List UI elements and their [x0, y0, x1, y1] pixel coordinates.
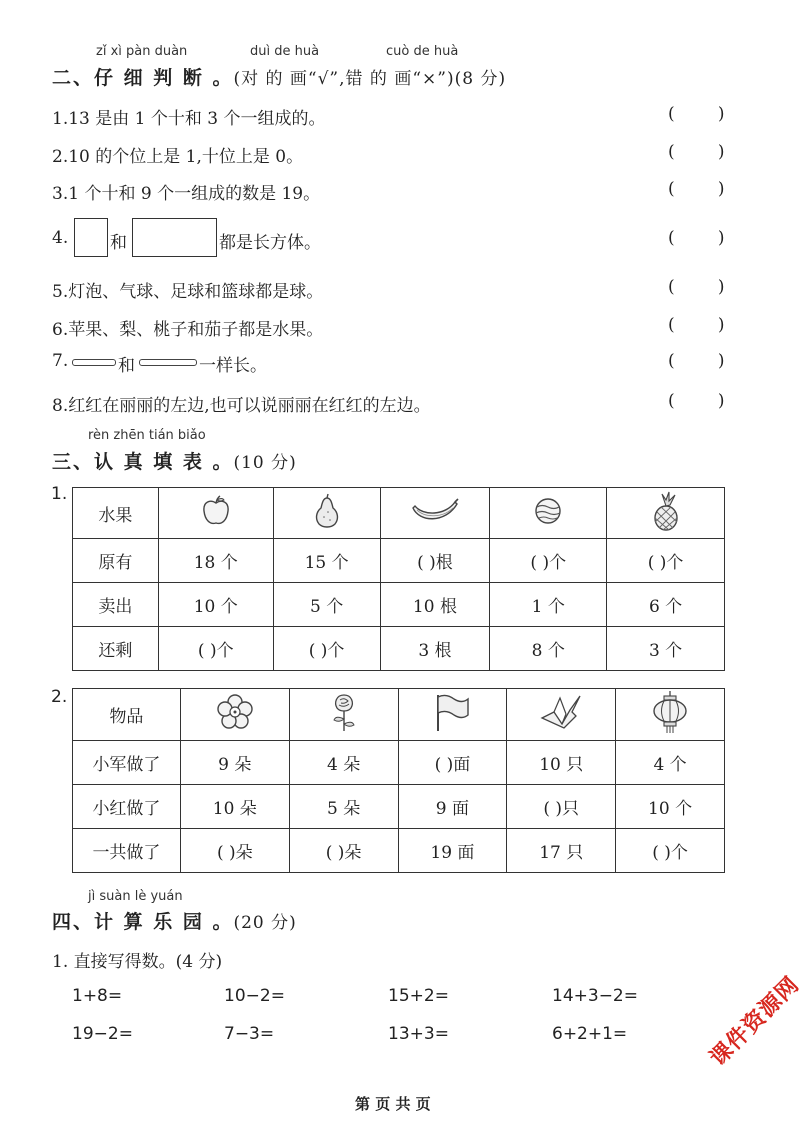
- section-4-heading: 四、计 算 乐 园 。: [52, 911, 234, 933]
- answer-cell[interactable]: ( )面: [398, 741, 507, 785]
- table-row: [73, 829, 725, 873]
- table-cell: 4 朵: [289, 741, 398, 785]
- table-cell: 5 个: [273, 583, 380, 627]
- table-cell: 15 个: [273, 539, 380, 583]
- flag-icon: [398, 689, 507, 741]
- item-text: 灯泡、气球、足球和篮球都是球。: [68, 282, 324, 302]
- item-text: 13 是由 1 个十和 3 个一组成的。: [68, 109, 326, 129]
- short-stick-shape: [72, 359, 116, 366]
- answer-paren-8[interactable]: ( ): [668, 391, 725, 411]
- judge-item-4-number: 4.: [52, 228, 69, 248]
- table-cell: 10 只: [507, 741, 616, 785]
- section-2-title: [52, 63, 506, 90]
- row-label: 还剩: [73, 627, 159, 671]
- table-row: [73, 488, 725, 539]
- table-cell: 10 个: [158, 583, 273, 627]
- item-number: 5.: [52, 282, 69, 302]
- answer-cell[interactable]: ( )个: [490, 539, 607, 583]
- answer-cell[interactable]: ( )个: [158, 627, 273, 671]
- lantern-icon: [616, 689, 725, 741]
- answer-paren-2[interactable]: ( ): [668, 142, 725, 162]
- row-label: 卖出: [73, 583, 159, 627]
- plum-flower-icon: [180, 689, 289, 741]
- section-2-heading: 二、仔 细 判 断 。: [52, 67, 234, 89]
- table-cell: 19 面: [398, 829, 507, 873]
- answer-paren-7[interactable]: ( ): [668, 351, 725, 371]
- pinyin-sec2-a: zǐ xì pàn duàn: [96, 44, 188, 59]
- table-cell: 17 只: [507, 829, 616, 873]
- item-text: 苹果、梨、桃子和茄子都是水果。: [68, 320, 324, 340]
- judge-item-1: [52, 104, 326, 129]
- row-label: 原有: [73, 539, 159, 583]
- section-4-note: (20 分): [233, 913, 297, 933]
- item-number: 2.: [52, 147, 69, 167]
- calc-item[interactable]: 13+3=: [388, 1024, 449, 1044]
- table-cell: 10 根: [380, 583, 490, 627]
- judge-item-7-text: 一样长。: [199, 356, 267, 376]
- item-text: 1 个十和 9 个一组成的数是 19。: [68, 184, 321, 204]
- judge-item-3: [52, 179, 320, 204]
- table-row: [73, 785, 725, 829]
- table-cell: 3 个: [607, 627, 725, 671]
- craft-table: [72, 688, 725, 873]
- table-cell: 8 个: [490, 627, 607, 671]
- pinyin-sec4: jì suàn lè yuán: [88, 889, 183, 904]
- calc-item[interactable]: 15+2=: [388, 986, 449, 1006]
- judge-item-4-and: 和: [110, 233, 127, 253]
- item-number: 8.: [52, 396, 69, 416]
- rose-icon: [289, 689, 398, 741]
- answer-cell[interactable]: ( )朵: [289, 829, 398, 873]
- answer-cell[interactable]: ( )个: [273, 627, 380, 671]
- pinyin-sec2-c: cuò de huà: [386, 44, 459, 59]
- table-cell: 9 面: [398, 785, 507, 829]
- table-header-cell: 水果: [73, 488, 159, 539]
- table-cell: 9 朵: [180, 741, 289, 785]
- table-row: [73, 539, 725, 583]
- answer-paren-4[interactable]: ( ): [668, 228, 725, 248]
- table-header-cell: 物品: [73, 689, 181, 741]
- answer-paren-6[interactable]: ( ): [668, 315, 725, 335]
- cuboid-shape: [132, 218, 217, 257]
- item-number: 1.: [52, 109, 69, 129]
- answer-paren-5[interactable]: ( ): [668, 277, 725, 297]
- answer-paren-3[interactable]: ( ): [668, 179, 725, 199]
- pear-icon: [273, 488, 380, 539]
- section-4-title: [52, 907, 297, 934]
- item-number: 6.: [52, 320, 69, 340]
- watermark: 课件资源网: [704, 971, 805, 1072]
- banana-icon: [380, 488, 490, 539]
- table-cell: 1 个: [490, 583, 607, 627]
- table-row: [73, 627, 725, 671]
- item-number: 3.: [52, 184, 69, 204]
- judge-item-7-number: 7.: [52, 351, 69, 371]
- table-1-number: 1.: [51, 484, 68, 504]
- table-row: [73, 689, 725, 741]
- table-2-number: 2.: [51, 687, 68, 707]
- answer-cell[interactable]: ( )个: [616, 829, 725, 873]
- calc-item[interactable]: 1+8=: [72, 986, 123, 1006]
- cube-shape: [74, 218, 108, 257]
- answer-paren-1[interactable]: ( ): [668, 104, 725, 124]
- table-cell: 4 个: [616, 741, 725, 785]
- item-text: 红红在丽丽的左边,也可以说丽丽在红红的左边。: [68, 396, 431, 416]
- row-label: 一共做了: [73, 829, 181, 873]
- table-cell: 18 个: [158, 539, 273, 583]
- pinyin-sec2-b: duì de huà: [250, 44, 320, 59]
- table-row: [73, 741, 725, 785]
- table-cell: 5 朵: [289, 785, 398, 829]
- table-cell: 3 根: [380, 627, 490, 671]
- table-row: [73, 583, 725, 627]
- row-label: 小红做了: [73, 785, 181, 829]
- judge-item-7-and: 和: [118, 356, 135, 376]
- judge-item-4-text: 都是长方体。: [219, 233, 321, 253]
- calc-item[interactable]: 19−2=: [72, 1024, 133, 1044]
- judge-item-5: [52, 277, 323, 302]
- long-stick-shape: [139, 359, 197, 366]
- section-3-note: (10 分): [233, 453, 297, 473]
- table-cell: 10 朵: [180, 785, 289, 829]
- row-label: 小军做了: [73, 741, 181, 785]
- item-text: 10 的个位上是 1,十位上是 0。: [68, 147, 304, 167]
- table-cell: 10 个: [616, 785, 725, 829]
- calc-item[interactable]: 6+2+1=: [552, 1024, 628, 1044]
- section-2-note: (对 的 画“√”,错 的 画“×”)(8 分): [233, 69, 507, 89]
- ball-icon: [490, 488, 607, 539]
- pineapple-icon: [607, 488, 725, 539]
- answer-cell[interactable]: ( )只: [507, 785, 616, 829]
- judge-item-2: [52, 142, 303, 167]
- calc-item[interactable]: 14+3−2=: [552, 986, 638, 1006]
- paper-crane-icon: [507, 689, 616, 741]
- answer-cell[interactable]: ( )根: [380, 539, 490, 583]
- pinyin-sec3: rèn zhēn tián biǎo: [88, 428, 206, 443]
- answer-cell[interactable]: ( )朵: [180, 829, 289, 873]
- section-3-heading: 三、认 真 填 表 。: [52, 451, 234, 473]
- page-footer: 第 页 共 页: [355, 1095, 431, 1113]
- section-3-title: [52, 447, 297, 474]
- fruit-table: [72, 487, 725, 671]
- apple-icon: [158, 488, 273, 539]
- table-cell: 6 个: [607, 583, 725, 627]
- calc-item[interactable]: 7−3=: [224, 1024, 275, 1044]
- judge-item-6: [52, 315, 323, 340]
- calc-item[interactable]: 10−2=: [224, 986, 285, 1006]
- judge-item-8: [52, 391, 431, 416]
- subquestion-1: 1. 直接写得数。(4 分): [52, 952, 223, 972]
- answer-cell[interactable]: ( )个: [607, 539, 725, 583]
